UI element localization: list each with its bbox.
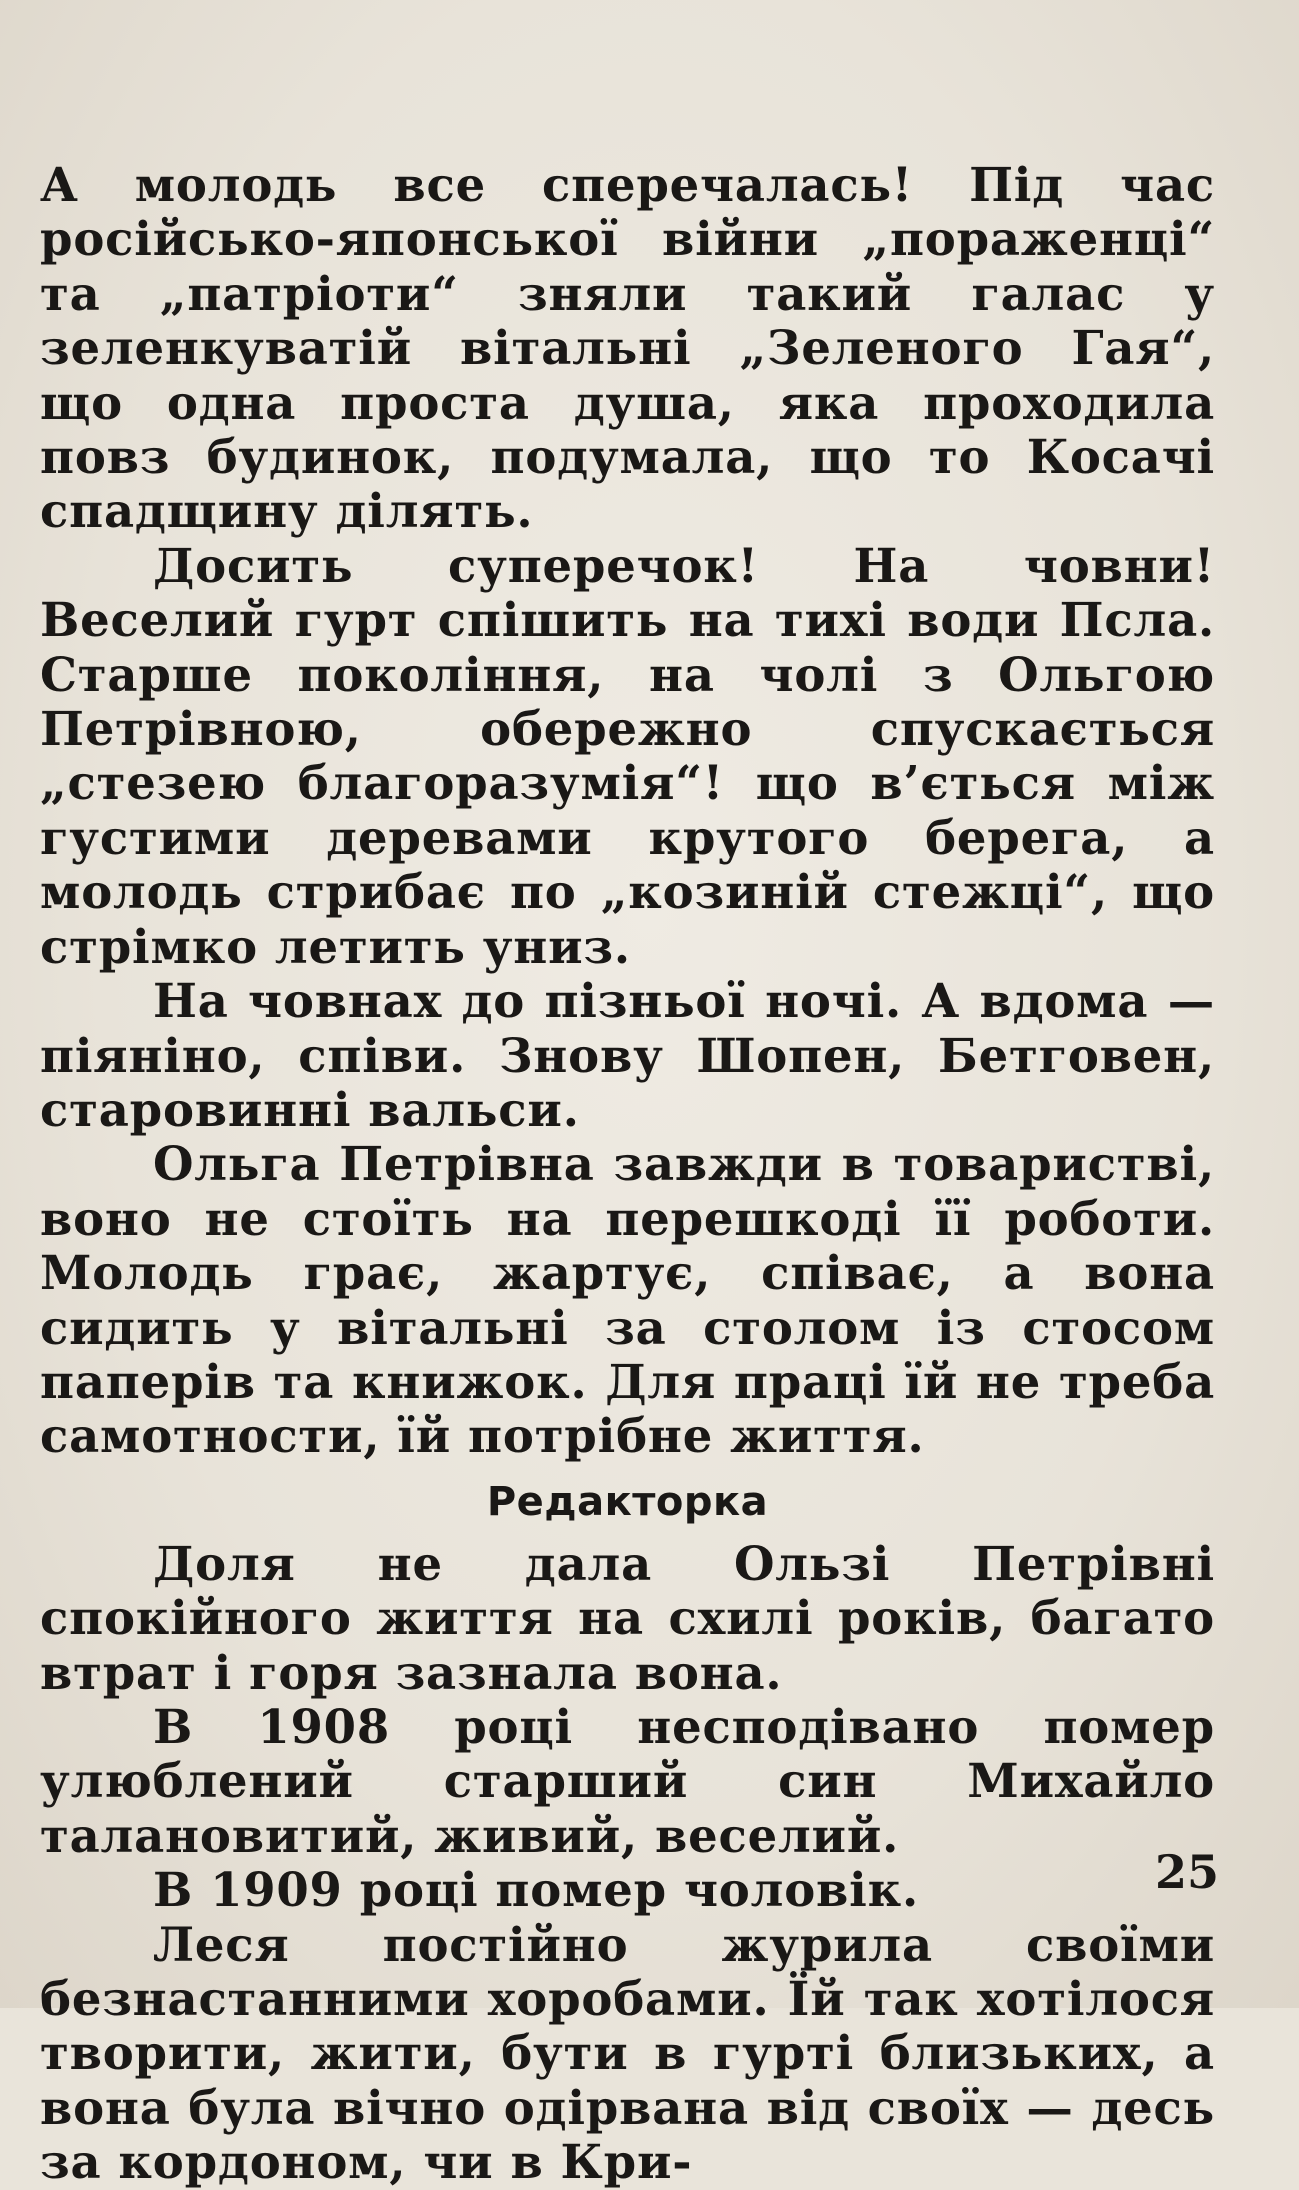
paragraph: На човнах до пізньої ночі. А вдома — піяніно, співи. Знову Шопен, Бетговен, старовинні вальси. [40, 973, 1215, 1137]
paragraph: Доля не дала Ользі Петрівні спокійного життя на схилі років, багато втрат і горя зазнала вона. [40, 1535, 1215, 1700]
paragraph: Ольга Петрівна завжди в товаристві, воно не стоїть на перешкоді її роботи. Молодь грає, жартує, співає, а вона сидить у вітальні за столом із стосом паперів та книжок. Для праці їй не треба самотности, їй потрібне життя. [40, 1136, 1215, 1464]
paragraph: В 1909 році помер чоловік. [153, 1862, 919, 1918]
paragraph: Леся постійно журила своїми безнастанними хоробами. Їй так хотілося творити, жити, бути в гурті близьких, а вона була вічно одірвана від своїх — десь за кордоном, чи в Кри- [40, 1916, 1215, 2190]
paragraph: А молодь все сперечалась! Під час російсько-японської війни „пораженці“ та „патріоти“ зняли такий галас у зеленкуватій вітальні „Зеленого Гая“, що одна проста душа, яка проходила повз будинок, подумала, що то Косачі спадщину ділять. [40, 157, 1215, 539]
paragraph: В 1908 році несподівано помер улюблений старший син Михайло талановитий, живий, веселий. [40, 1698, 1215, 1863]
section-heading: Редакторка [486, 1478, 769, 1525]
page-number: 25 [1154, 1845, 1219, 1899]
page-text [40, 158, 1215, 2190]
paragraph: Досить суперечок! На човни! Веселий гурт спішить на тихі води Псла. Старше покоління, на чолі з Ольгою Петрівною, обережно спускається „стезею благоразумія“! що в’ється між густими деревами крутого берега, а молодь стрибає по „козиній стежці“, що стрімко летить униз. [40, 537, 1215, 974]
